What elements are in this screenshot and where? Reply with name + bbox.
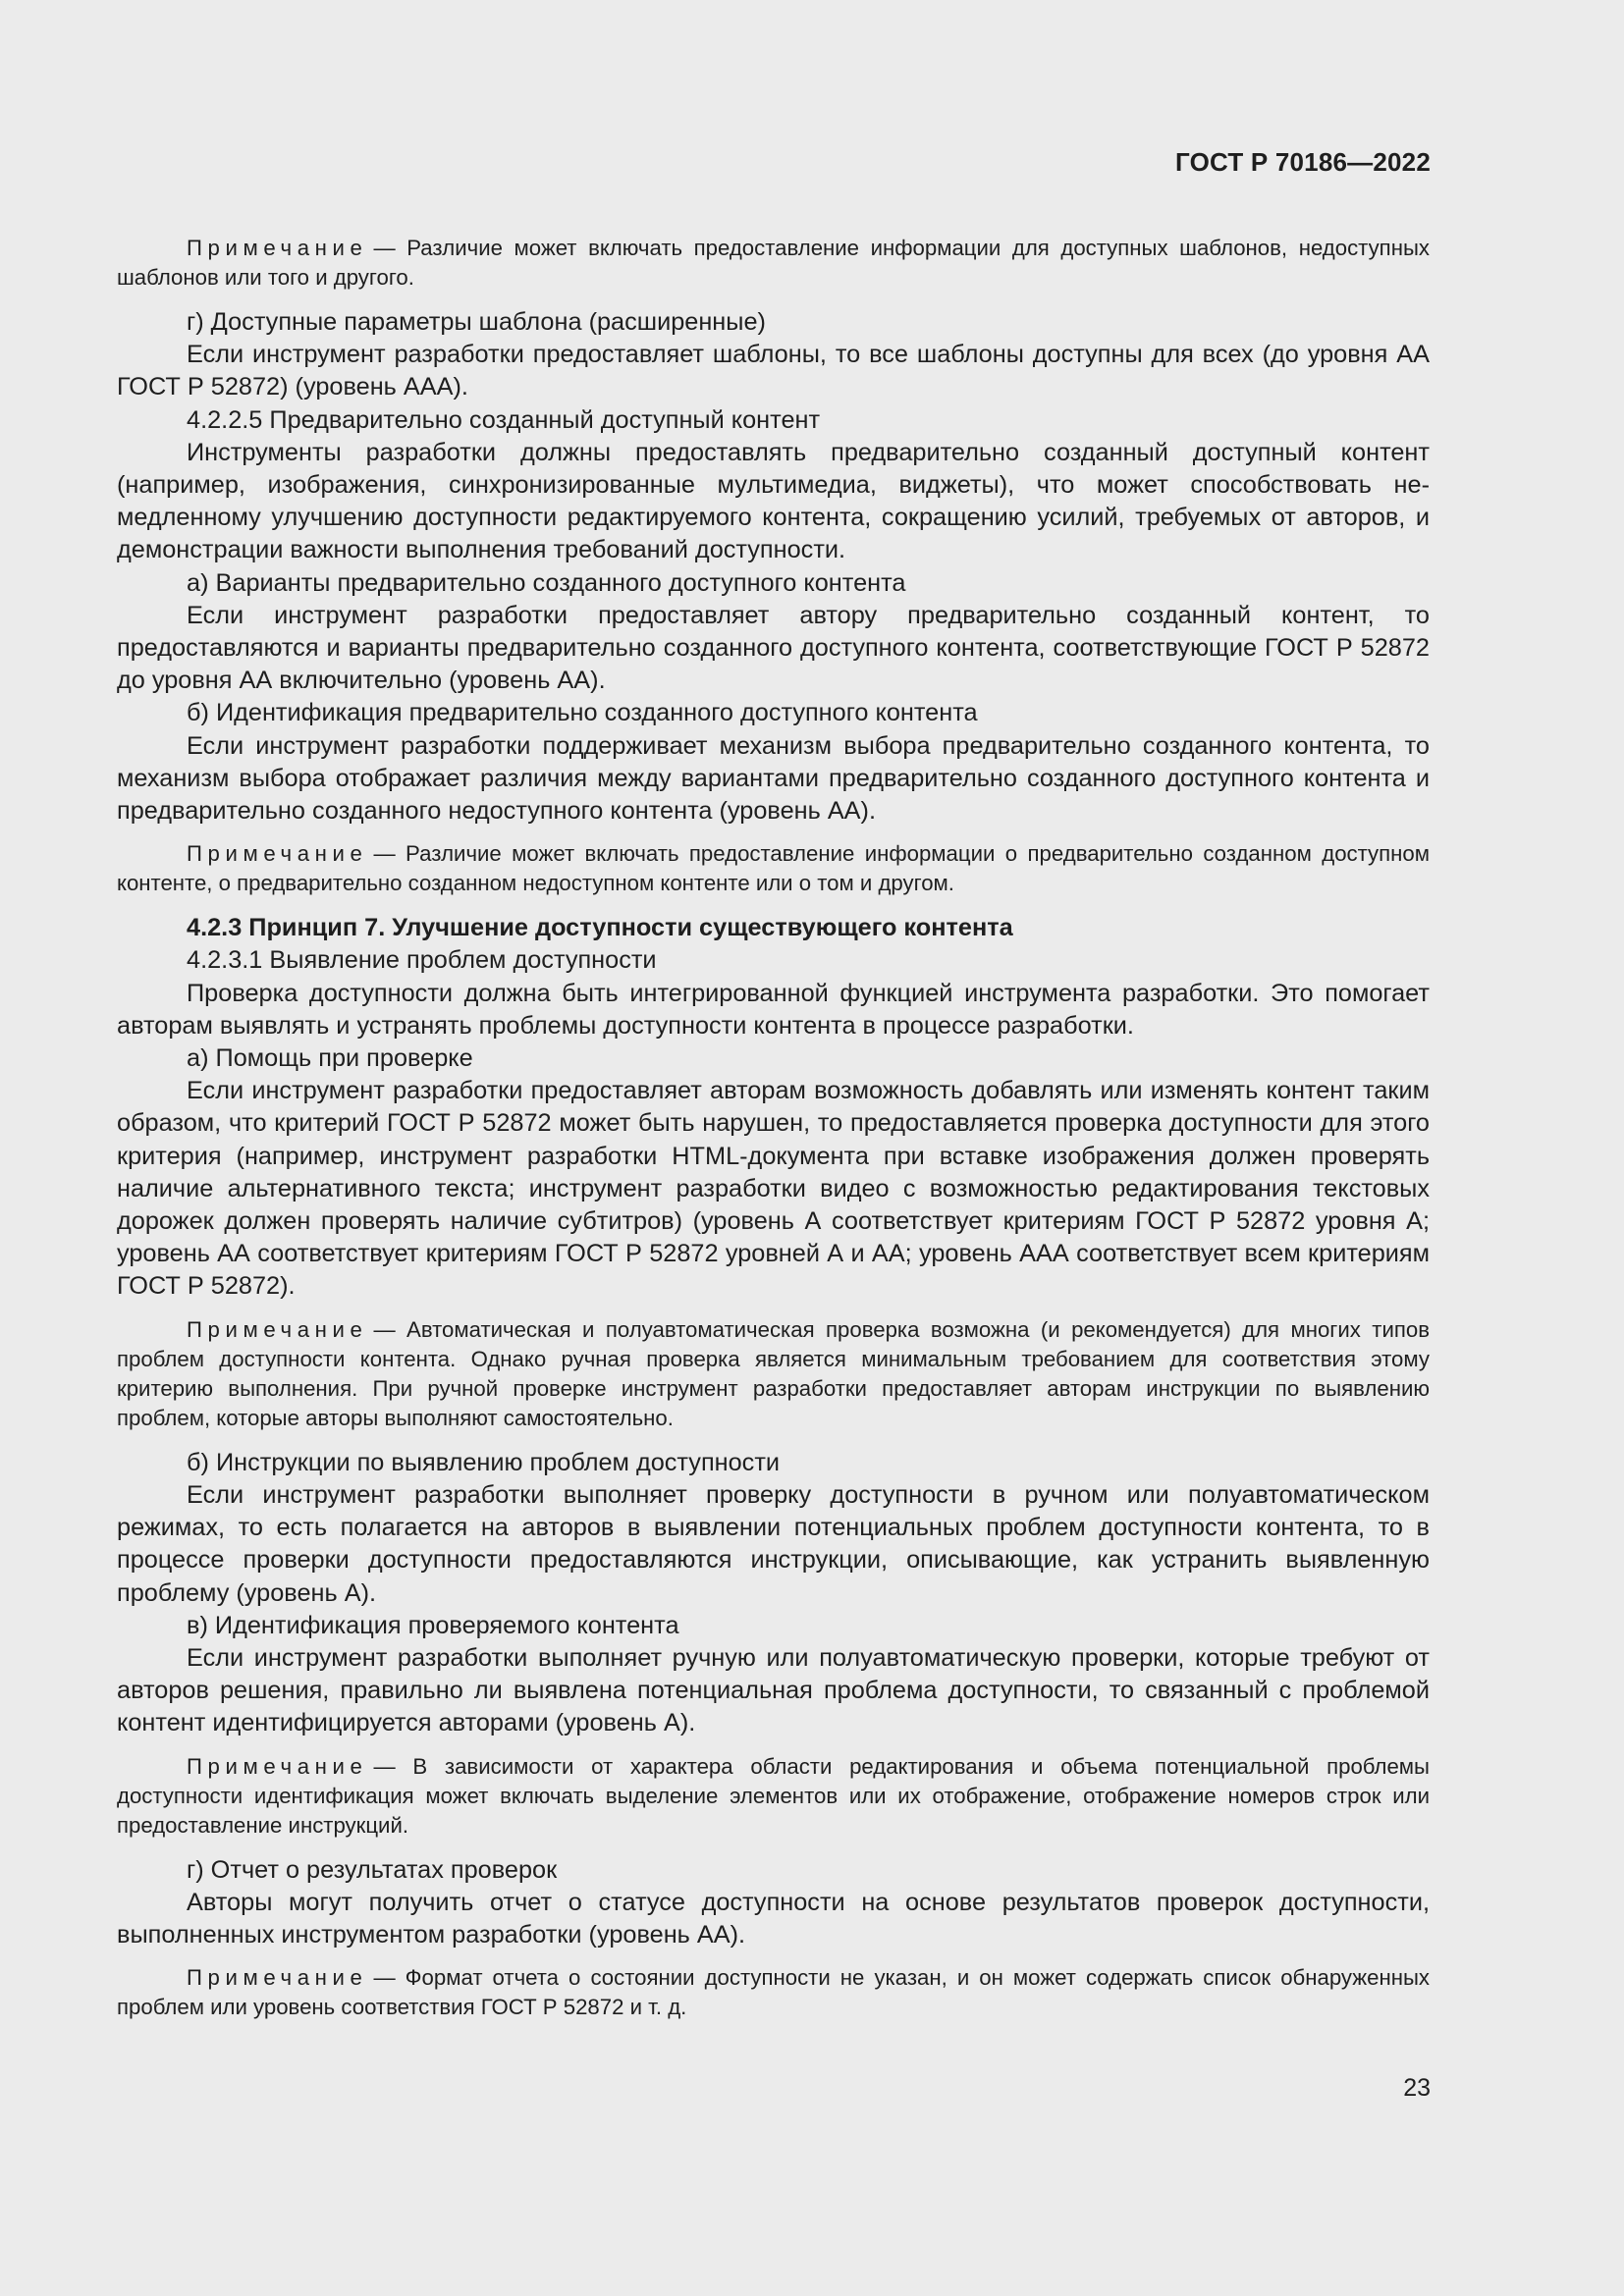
page-number: 23 <box>1403 2074 1431 2102</box>
principle-heading: 4.2.3 Принцип 7. Улучшение доступности существующего контента <box>187 914 1013 942</box>
note-text: — Автоматическая и полуавтоматическая проверка возможна (и рекомендуется) для многих типов проблем доступности контента. Однако ручная проверка является минимальным требованием для соответствия этому критерию выполнения. При ручной проверке инструмент разработки предоставляет авторам инструкции по выявлению проблем, которые авторы выполняют самостоятельно. <box>117 1316 1430 1430</box>
note-text: — Различие может включать предоставление информации о предварительно созданном доступном контенте, о предварительно созданном недоступном контенте или о том и другом. <box>117 841 1430 896</box>
section-heading: а) Помощь при проверке <box>187 1044 473 1073</box>
document-body <box>117 222 1430 2036</box>
note-text: — Различие может включать предоставление информации для доступных шаблонов, недоступных шаблонов или того и другого. <box>117 236 1430 290</box>
body-paragraph: Проверка доступности должна быть интегрированной функцией инструмента разработки. Это помогает авторам выявлять и устранять проблемы доступности контента в процессе разработки. <box>117 979 1430 1040</box>
note-label: Примечание <box>187 236 368 260</box>
body-paragraph: Авторы могут получить отчет о статусе доступности на основе результатов проверок доступности, выполненных инструментом разработки (уровень АА). <box>117 1888 1430 1949</box>
section-heading: г) Отчет о результатах проверок <box>187 1855 558 1884</box>
note-paragraph <box>117 1752 1430 1841</box>
note-label: Примечание <box>187 841 368 867</box>
note-paragraph <box>117 234 1430 293</box>
note-text: — В зависимости от характера области редактирования и объема потенциальной проблемы доступности идентификация может включать выделение элементов или их отображение, отображение номеров строк или предоставление инструкций. <box>117 1753 1430 1838</box>
body-paragraph: Если инструмент разработки выполняет ручную или полуавтоматическую проверки, которые требуют от авторов решения, правильно ли выявлена потенциальная проблема доступности, то связанный с проблемой контент идентифицируется авторами (уровень А). <box>117 1643 1430 1737</box>
note-paragraph <box>117 1963 1430 2022</box>
section-heading: 4.2.3.1 Выявление проблем доступности <box>187 946 657 975</box>
note-paragraph <box>117 1315 1430 1433</box>
section-heading: 4.2.2.5 Предварительно созданный доступный контент <box>187 405 821 434</box>
section-heading: в) Идентификация проверяемого контента <box>187 1611 679 1639</box>
body-paragraph: Инструменты разработки должны предоставлять предварительно созданный доступный контент (например, изображения, синхронизированные мультимедиа, виджеты), что может способствовать немедленному улучшению доступности редактируемого контента, сокращению усилий, требуемых от авторов, и демонстрации важности выполнения требований доступности. <box>117 438 1430 564</box>
section-heading: а) Варианты предварительно созданного доступного контента <box>187 568 906 597</box>
note-label: Примечание <box>187 1316 368 1342</box>
section-heading: б) Идентификация предварительно созданного доступного контента <box>187 699 978 727</box>
body-paragraph: Если инструмент разработки предоставляет автору предварительно созданный контент, то предоставляются и варианты предварительно созданного доступного контента, соответствующие ГОСТ Р 52872 до уровня АА включительно (уровень АА). <box>117 601 1430 695</box>
note-label: Примечание <box>187 1753 368 1779</box>
body-paragraph: Если инструмент разработки поддерживает механизм выбора предварительно созданного контента, то механизм выбора отображает различия между вариантами предварительно созданного доступного контента и предварительно созданного недоступного контента (уровень АА). <box>117 731 1430 826</box>
body-paragraph: Если инструмент разработки предоставляет шаблоны, то все шаблоны доступны для всех (до уровня АА ГОСТ Р 52872) (уровень ААА). <box>117 341 1430 401</box>
section-heading: б) Инструкции по выявлению проблем доступности <box>187 1448 781 1476</box>
note-paragraph <box>117 839 1430 898</box>
body-paragraph: Если инструмент разработки выполняет проверку доступности в ручном или полуавтоматическом режимах, то есть полагается на авторов в выявлении потенциальных проблем доступности контента, то в процессе проверки доступности предоставляются инструкции, описывающие, как устранить выявленную проблему (уровень А). <box>117 1480 1430 1607</box>
body-paragraph: Если инструмент разработки предоставляет авторам возможность добавлять или изменять контент таким образом, что критерий ГОСТ Р 52872 может быть нарушен, то предоставляется проверка доступности для этого критерия (например, инструмент разработки HTML-документа при вставке изображения должен проверять наличие альтернативного текста; инструмент разработки видео с возможностью редактирования текстовых дорожек должен проверять наличие субтитров) (уровень А соответствует критериям ГОСТ Р 52872 уровня А; уровень АА соответствует критериям ГОСТ Р 52872 уровней А и АА; уровень ААА соответствует всем критериям ГОСТ Р 52872). <box>117 1077 1430 1301</box>
document-header-standard-number: ГОСТ Р 70186—2022 <box>1175 147 1431 177</box>
section-heading: г) Доступные параметры шаблона (расширенные) <box>187 308 766 336</box>
note-label: Примечание <box>187 1965 368 1991</box>
note-text: — Формат отчета о состоянии доступности не указан, и он может содержать список обнаруженных проблем или уровень соответствия ГОСТ Р 52872 и т. д. <box>117 1965 1430 2020</box>
